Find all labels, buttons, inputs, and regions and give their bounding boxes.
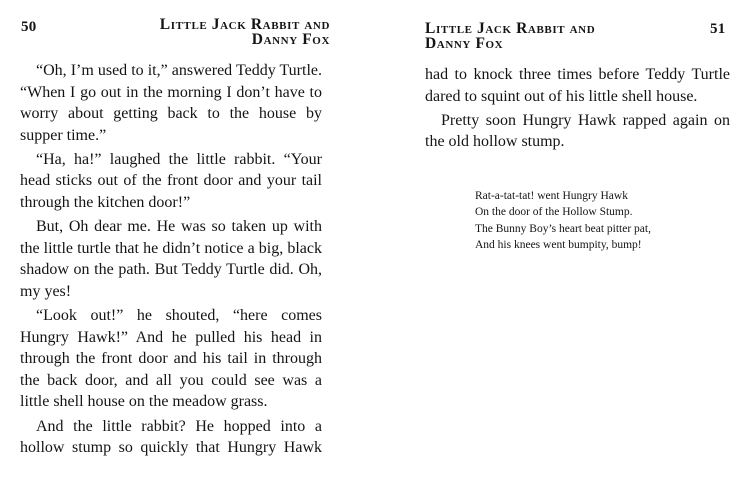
paragraph: And the little rabbit? He hopped into a hollow stump so quickly that Hungry Hawk (20, 417, 322, 457)
page-number: 51 (710, 21, 726, 37)
running-head-line: Danny Fox (425, 35, 504, 52)
paragraph: But, Oh dear me. He was so taken up with the little turtle that he didn’t notice a big, black shadow on the path. But Teddy Turtle did. Oh, my yes! (20, 218, 322, 300)
running-head-line: Danny Fox (251, 31, 330, 48)
paragraph: Pretty soon Hungry Hawk rapped again on the old hollow stump. (425, 111, 730, 151)
body-text (425, 64, 730, 155)
paragraph: “Look out!” he shouted, “here comes Hungry Hawk!” And he pulled his head in through the front door and his tail in through the back door, and all you could see was a little shell house on the meadow grass. (20, 307, 322, 411)
verse-line: Rat-a-tat-tat! went Hungry Hawk (475, 190, 628, 202)
verse-line: The Bunny Boy’s heart beat pitter pat, (475, 222, 651, 235)
running-head-line: Little Jack Rabbit and (425, 20, 596, 37)
running-head (425, 21, 595, 51)
verse-line: And his knees went bumpity, bump! (475, 239, 642, 252)
verse-line: On the door of the Hollow Stump. (475, 206, 633, 219)
left-page (0, 0, 375, 492)
running-head-line: Little Jack Rabbit and (159, 16, 330, 33)
verse (475, 188, 651, 254)
paragraph: “Oh, I’m used to it,” answered Teddy Turtle. “When I go out in the morning I don’t have to worry about getting back to the house by supper time.” (20, 62, 322, 144)
running-head (160, 17, 330, 47)
paragraph: had to knock three times before Teddy Turtle dared to squint out of his little shell house. (425, 66, 730, 105)
page-number: 50 (21, 19, 37, 35)
paragraph: “Ha, ha!” laughed the little rabbit. “Your head sticks out of the front door and your tail through the kitchen door!” (20, 150, 322, 212)
right-page (378, 0, 751, 492)
body-text (20, 60, 322, 461)
